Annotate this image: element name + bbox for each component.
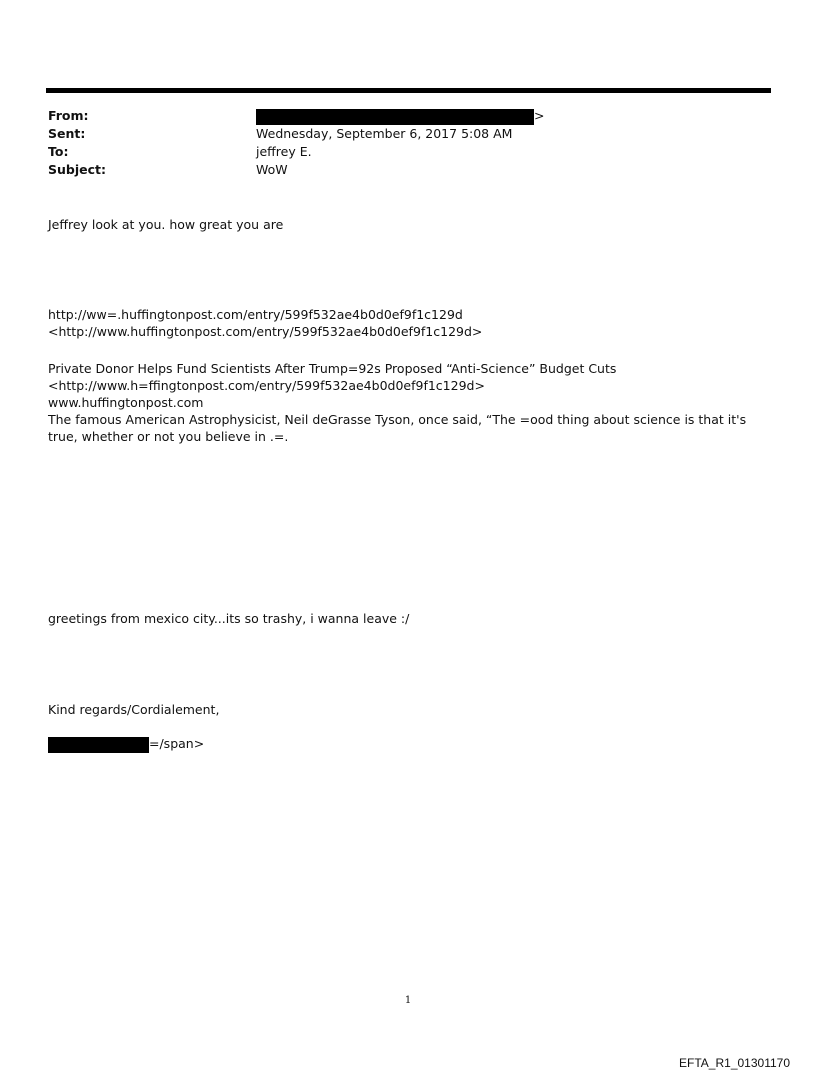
page-number: 1 [404,995,412,1006]
article-excerpt: The famous American Astrophysicist, Neil deGrasse Tyson, once said, “The =ood thing about science is that it's true, whether or not you believe in .=. [48,412,747,444]
signature-line [48,735,204,753]
sent-value: Wednesday, September 6, 2017 5:08 AM [256,126,513,141]
sent-label: Sent: [48,126,86,141]
subject-value: WoW [256,162,288,177]
message-line: Jeffrey look at you. how great you are [48,217,284,232]
article-link[interactable]: <http://www.h=ffingtonpost.com/entry/599f532ae4b0d0ef9f1c129d> [48,378,485,393]
signoff-line: Kind regards/Cordialement, [48,702,220,717]
article-title: Private Donor Helps Fund Scientists After Trump=92s Proposed “Anti-Science” Budget Cuts [48,361,617,376]
redaction-bar [48,737,149,753]
subject-label: Subject: [48,162,106,177]
header-divider [46,88,771,93]
article-site: www.huffingtonpost.com [48,395,204,410]
document-id: EFTA_R1_01301170 [679,1056,790,1070]
from-value [256,108,544,125]
to-label: To: [48,144,69,159]
signature-suffix: =/span> [149,736,205,751]
redaction-bar [256,109,534,125]
from-suffix: > [534,108,545,123]
from-label: From: [48,108,89,123]
link-url[interactable]: http://ww=.huffingtonpost.com/entry/599f532ae4b0d0ef9f1c129d [48,307,463,322]
link-url-angle[interactable]: <http://www.huffingtonpost.com/entry/599f532ae4b0d0ef9f1c129d> [48,324,483,339]
greeting-line: greetings from mexico city...its so trashy, i wanna leave :/ [48,611,410,626]
to-value: jeffrey E. [256,144,312,159]
